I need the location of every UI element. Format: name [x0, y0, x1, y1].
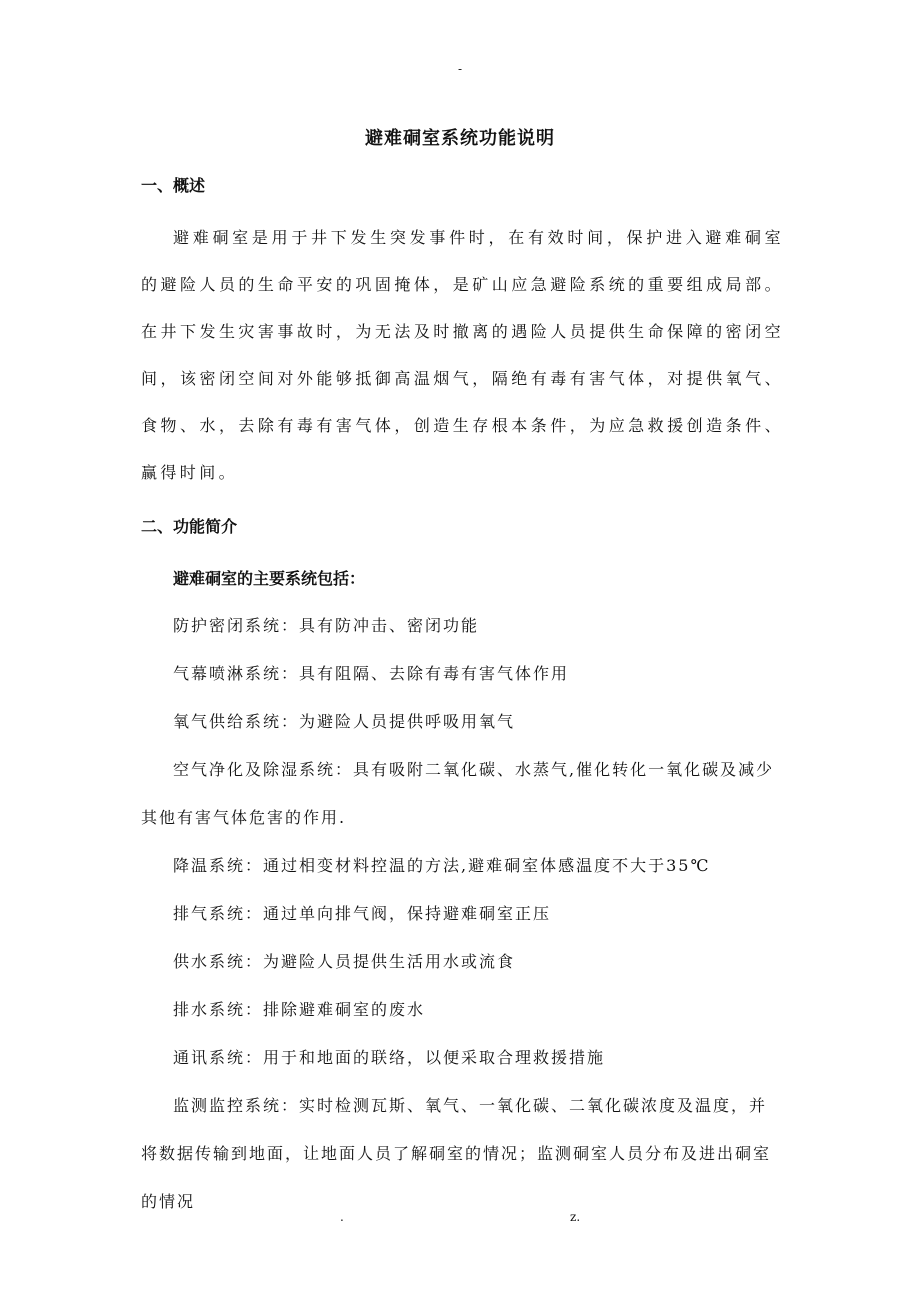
- section-heading-overview: 一、概述: [141, 176, 206, 195]
- list-item: 降温系统：通过相变材料控温的方法,避难硐室体感温度不大于35℃: [173, 856, 711, 875]
- list-item: 氧气供给系统：为避险人员提供呼吸用氧气: [173, 712, 516, 731]
- list-item: 防护密闭系统：具有防冲击、密闭功能: [173, 616, 480, 635]
- section-heading-functions: 二、功能简介: [141, 517, 238, 536]
- list-item: 监测监控系统：实时检测瓦斯、氧气、一氧化碳、二氧化碳浓度及温度，并将数据传输到地面，让地面人员了解硐室的情况；监测硐室人员分布及进出硐室的情况: [141, 1096, 772, 1211]
- list-item: 通讯系统：用于和地面的联络，以便采取合理救援措施: [173, 1048, 606, 1067]
- page-footer: [0, 1210, 920, 1226]
- footer-left-mark: .: [340, 1210, 344, 1224]
- document-body: [141, 168, 784, 1226]
- list-item: 空气净化及除湿系统：具有吸附二氧化碳、水蒸气,催化转化一氧化碳及减少其他有害气体危害的作用.: [141, 760, 775, 827]
- footer-right-mark: z.: [570, 1210, 581, 1224]
- document-title: 避难硐室系统功能说明: [365, 128, 555, 149]
- list-item: 气幕喷淋系统：具有阻隔、去除有毒有害气体作用: [173, 664, 570, 683]
- overview-paragraph: 避难硐室是用于井下发生突发事件时，在有效时间，保护进入避难硐室的避险人员的生命平安的巩固掩体，是矿山应急避险系统的重要组成局部。在井下发生灾害事故时，为无法及时撤离的遇险人员提供生命保障的密闭空间，该密闭空间对外能够抵御高温烟气，隔绝有毒有害气体，对提供氧气、食物、水，去除有毒有害气体，创造生存根本条件，为应急救援创造条件、赢得时间。: [141, 228, 784, 482]
- list-item: 排水系统：排除避难硐室的废水: [173, 1000, 426, 1019]
- list-item: 供水系统：为避险人员提供生活用水或流食: [173, 952, 516, 971]
- systems-subheading: 避难硐室的主要系统包括：: [173, 569, 366, 588]
- page-header-mark: -: [457, 62, 463, 76]
- list-item: 排气系统：通过单向排气阀，保持避难硐室正压: [173, 904, 552, 923]
